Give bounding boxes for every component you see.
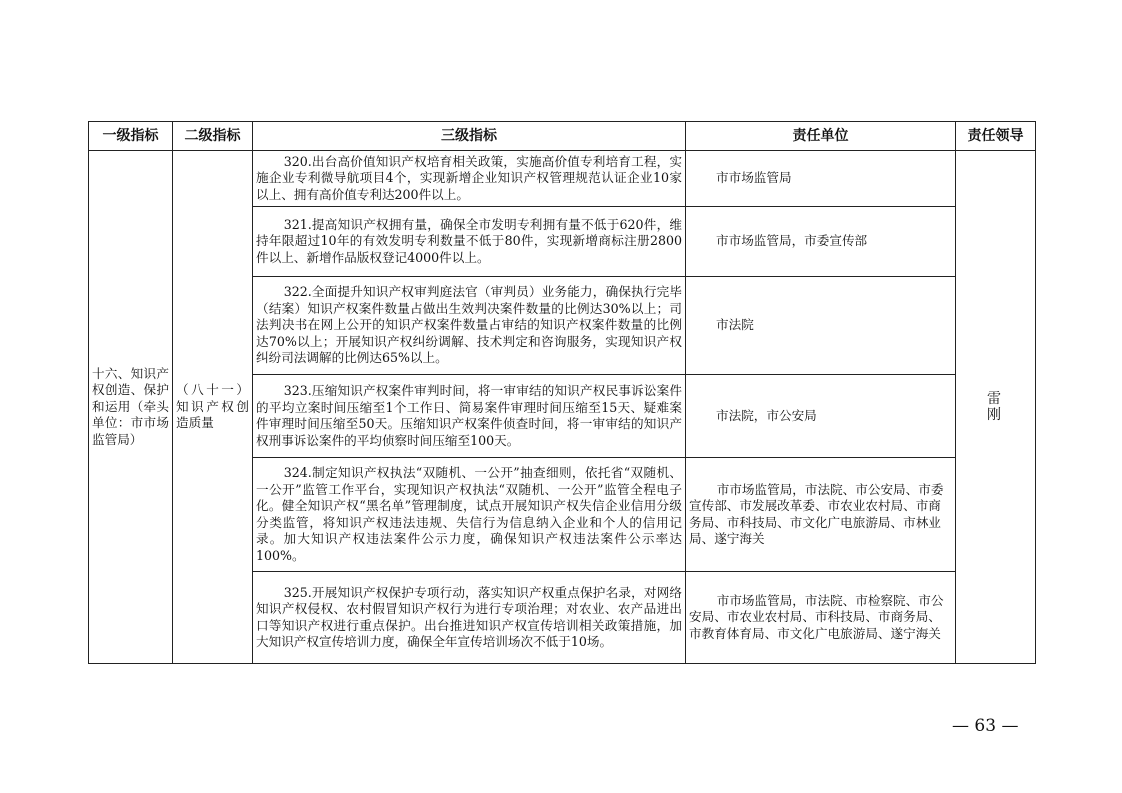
indicator-cell (253, 151, 686, 207)
indicator-text: 321.提高知识产权拥有量，确保全市发明专利拥有量不低于620件，维持年限超过10年的有效发明专利数量不低于80件，实现新增商标注册2800件以上、新增作品版权登记4000件以上。 (256, 216, 682, 265)
level1-text: 十六、知识产权创造、保护和运用（牵头单位：市市场监管局） (92, 365, 169, 447)
indicator-text: 325.开展知识产权保护专项行动，落实知识产权重点保护名录，对网络知识产权侵权、农村假冒知识产权行为进行专项治理；对农业、农产品进出口等知识产权进行重点保护。出台推进知识产权宣传培训相关政策措施，加大知识产权宣传培训力度，确保全年宣传培训场次不低于10场。 (256, 584, 682, 649)
header-level3: 三级指标 (253, 122, 686, 151)
unit-text: 市市场监管局，市法院、市公安局、市委宣传部、市发展改革委、市农业农村局、市商务局、市科技局、市文化广电旅游局、市林业局、遂宁海关 (689, 481, 944, 546)
level1-cell (89, 151, 173, 664)
header-responsible-leader: 责任领导 (956, 122, 1036, 151)
level2-cell (173, 151, 253, 664)
indicator-text: 322.全面提升知识产权审判庭法官（审判员）业务能力，确保执行完毕（结案）知识产权案件数量占做出生效判决案件数量的比例达30%以上；司法判决书在网上公开的知识产权案件数量占审结的知识产权案件数量的比例达70%以上；开展知识产权纠纷调解、技术判定和咨询服务，实现知识产权纠纷司法调解的比例达65%以上。 (256, 284, 682, 366)
header-responsible-unit: 责任单位 (686, 122, 956, 151)
unit-cell: 市市场监管局 (686, 151, 956, 207)
indicator-cell (253, 207, 686, 277)
table-header-row (89, 122, 1036, 151)
indicator-cell (253, 458, 686, 572)
header-level1: 一级指标 (89, 122, 173, 151)
level2-text: （八十一）知识产权创造质量 (176, 382, 249, 431)
indicator-cell (253, 375, 686, 458)
indicator-table-container (88, 121, 1043, 664)
indicator-text: 324.制定知识产权执法“双随机、一公开”抽查细则，依托省“双随机、一公开”监管工作平台，实现知识产权执法“双随机、一公开”监管全程电子化。健全知识产权“黑名单”管理制度，试点开展知识产权失信企业信用分级分类监管，将知识产权违法违规、失信行为信息纳入企业和个人的信用记录。加大知识产权违法案件公示力度，确保知识产权违法案件公示率达100%。 (256, 465, 682, 563)
leader-cell: 雷 刚 (956, 151, 1036, 664)
indicator-text: 323.压缩知识产权案件审判时间，将一审审结的知识产权民事诉讼案件的平均立案时间压缩至1个工作日、简易案件审理时间压缩至15天、疑难案件审理时间压缩至50天。压缩知识产权案件侦查时间，将一审审结的知识产权刑事诉讼案件的平均侦察时间压缩至100天。 (256, 383, 682, 448)
unit-cell (686, 458, 956, 572)
unit-cell: 市市场监管局，市委宣传部 (686, 207, 956, 277)
indicator-cell (253, 277, 686, 375)
indicator-text: 320.出台高价值知识产权培育相关政策，实施高价值专利培育工程，实施企业专利微导航项目4个，实现新增企业知识产权管理规范认证企业10家以上、拥有高价值专利达200件以上。 (256, 153, 682, 202)
header-level2: 二级指标 (173, 122, 253, 151)
indicator-cell (253, 572, 686, 664)
page-number: — 63 — (952, 716, 1019, 736)
indicator-table (88, 121, 1043, 664)
unit-cell: 市法院 (686, 277, 956, 375)
table-row (89, 151, 1036, 207)
unit-text: 市市场监管局，市法院、市检察院、市公安局、市农业农村局、市科技局、市商务局、市教育体育局、市文化广电旅游局、遂宁海关 (689, 592, 944, 641)
unit-cell (686, 572, 956, 664)
unit-cell: 市法院，市公安局 (686, 375, 956, 458)
